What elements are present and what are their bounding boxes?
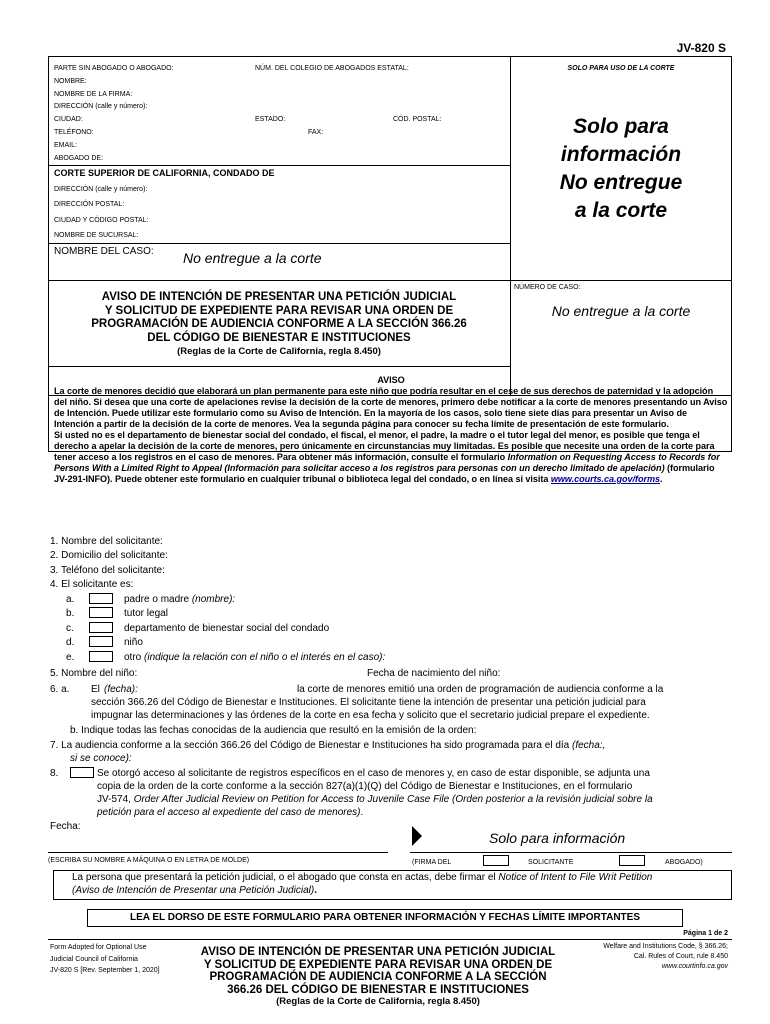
signature-solo[interactable]: Solo para información (489, 830, 626, 846)
court-title: CORTE SUPERIOR DE CALIFORNIA, CONDADO DE (54, 168, 275, 178)
case-number-label: NÚMERO DE CASO: (514, 284, 581, 291)
item-1: 1. Nombre del solicitante: (50, 536, 163, 547)
checkbox-sig-applicant[interactable] (483, 855, 509, 866)
item-6-line-3: impugnar las determinaciones y las órdenes de la corte en esa fecha y solicito que el secretario judicial prepare el expediente. (91, 710, 650, 721)
court-field: CIUDAD Y CÓDIGO POSTAL: (54, 217, 149, 224)
option-letter: e. (66, 652, 75, 663)
applicant-label: SOLICITANTE (528, 859, 574, 866)
option-county: departamento de bienestar social del condado (124, 623, 330, 634)
checkbox-sig-attorney[interactable] (619, 855, 645, 866)
checkbox-access[interactable] (70, 767, 94, 778)
party-field: NOMBRE DE LA FIRMA: (54, 91, 133, 98)
item-5: 5. Nombre del niño: (50, 668, 138, 679)
attorney-label: ABOGADO) (665, 859, 703, 866)
bar-number-label: NÚM. DEL COLEGIO DE ABOGADOS ESTATAL: (255, 65, 409, 72)
court-field: NOMBRE DE SUCURSAL: (54, 232, 139, 239)
option-child: niño (124, 637, 143, 648)
checkbox-guardian[interactable] (89, 607, 113, 618)
item-8: 8. (50, 768, 59, 779)
sign-note: La persona que presentará la petición judicial, o el abogado que consta en actas, debe firmar el Notice of Intent to File Writ Petition (Aviso de Intención de Presentar una Petición Judicial). (72, 872, 653, 896)
read-back-banner: LEA EL DORSO DE ESTE FORMULARIO PARA OBTENER INFORMACIÓN Y FECHAS LÍMITE IMPORTANTES (87, 909, 683, 927)
checkbox-other[interactable] (89, 651, 113, 662)
item-6-line-1: la corte de menores emitió una orden de programación de audiencia conforme a la (297, 684, 664, 695)
option-letter: b. (66, 608, 75, 619)
court-field: DIRECCIÓN POSTAL: (54, 201, 125, 208)
fax-label: FAX: (308, 129, 324, 136)
sign-arrow-icon (412, 826, 422, 846)
party-field: CIUDAD: (54, 116, 83, 123)
zip-label: CÓD. POSTAL: (393, 116, 442, 123)
date-label: Fecha: (50, 821, 81, 832)
item-8-line-4: petición para el acceso al expediente del caso de menores). (97, 807, 364, 818)
court-field: DIRECCIÓN (calle y número): (54, 186, 148, 193)
notice-para-1: La corte de menores decidió que elaborará un plan permanente para este niño que podría resultar en el cese de sus derechos de paternidad y la adopción del niño. Si desea que una corte de apelaciones revise la decisión de la corte de menores, primero debe notificar a la corte de menores presentando un Aviso de Intención. Puede utilizar este formulario como su Aviso de Intención. En la mayoría de los casos, solo tiene siete días para presentar un Aviso de Intención a partir de la decisión de la corte de menores. Vea la segunda página para conocer su fecha límite de presentación de este formulario. (54, 386, 728, 429)
item-6b: b. Indique todas las fechas conocidas de la audiencia que resultó en la emisión de la orden: (70, 725, 477, 736)
option-other: otro (indique la relación con el niño o el interés en el caso): (124, 652, 386, 663)
item-8-line-1: Se otorgó acceso al solicitante de registros específicos en el caso de menores y, en caso de estar disponible, se adjunta una (97, 768, 650, 779)
item-6-el: El (91, 684, 100, 695)
footer-title: AVISO DE INTENCIÓN DE PRESENTAR UNA PETICIÓN JUDICIAL Y SOLICITUD DE EXPEDIENTE PARA REVISAR UNA ORDEN DE PROGRAMACIÓN DE AUDIENCIA CONFORME A LA SECCIÓN 366.26 DEL CÓDIGO DE BIENESTAR E INSTITUCIONES (Reglas de la Corte de California, regla 8.450) (200, 946, 556, 1007)
state-label: ESTADO: (255, 116, 286, 123)
checkbox-county[interactable] (89, 622, 113, 633)
case-name-label: NOMBRE DEL CASO: (54, 246, 154, 257)
form-id: JV-820 S (676, 41, 726, 55)
party-field: PARTE SIN ABOGADO O ABOGADO: (54, 65, 174, 72)
option-letter: c. (66, 623, 74, 634)
option-parent: padre o madre (nombre): (124, 594, 236, 605)
item-3: 3. Teléfono del solicitante: (50, 565, 165, 576)
item-6-fecha: (fecha): (104, 684, 138, 695)
footer-right: Welfare and Institutions Code, § 366.26; Cal. Rules of Court, rule 8.450 www.courtinfo.ca.gov (603, 943, 728, 970)
case-name-value[interactable]: No entregue a la corte (183, 250, 322, 266)
item-7: 7. La audiencia conforme a la sección 366.26 del Código de Bienestar e Instituciones ha sido programada para el día (fecha:, (50, 740, 606, 751)
checkbox-parent[interactable] (89, 593, 113, 604)
option-letter: a. (66, 594, 75, 605)
party-field: ABOGADO DE: (54, 155, 104, 162)
court-use-label: SOLO PARA USO DE LA CORTE (567, 65, 675, 72)
notice-box (54, 375, 728, 485)
checkbox-child[interactable] (89, 636, 113, 647)
item-4: 4. El solicitante es: (50, 579, 134, 590)
party-field: DIRECCIÓN (calle y número): (54, 103, 148, 110)
form-title: AVISO DE INTENCIÓN DE PRESENTAR UNA PETICIÓN JUDICIAL Y SOLICITUD DE EXPEDIENTE PARA REVISAR UNA ORDEN DE PROGRAMACIÓN DE AUDIENCIA CONFORME A LA SECCIÓN 366.26 DEL CÓDIGO DE BIENESTAR E INSTITUCIONES (Reglas de la Corte de California, regla 8.450) (91, 291, 467, 357)
item-6-line-2: sección 366.26 del Código de Bienestar e Instituciones. El solicitante tiene la intención de presentar una petición judicial para (91, 697, 646, 708)
forms-link[interactable]: www.courts.ca.gov/forms (550, 474, 661, 484)
item-7-known: si se conoce): (70, 753, 132, 764)
footer-left: Form Adopted for Optional Use Judicial Council of California JV-820 S [Rev. September 1, 2020] (50, 944, 160, 974)
page-number: Página 1 de 2 (683, 930, 728, 937)
notice-para-2: Si usted no es el departamento de bienestar social del condado, el fiscal, el menor, el padre, la madre o el tutor legal del menor, es posible que tenga el derecho a apelar la decisión de la corte de menores, pero únicamente en circunstancias muy limitadas. Es posible que necesite una orden de la corte para tener acceso a los registros en el caso de menores. Para obtener más información, consulte el formulario Information on Requesting Access to Records for Persons With a Limited Right to Appeal (Información para solicitar acceso a los registros para personas con un derecho limitado de apelación) (formulario JV-291-INFO). Puede obtener este formulario en cualquier tribunal o biblioteca legal del condado, o en línea si visita www.courts.ca.gov/forms. (54, 430, 720, 484)
signature-label: (FIRMA DEL (412, 859, 452, 866)
party-field: TELÉFONO: (54, 129, 94, 136)
child-birthdate-label: Fecha de nacimiento del niño: (367, 668, 501, 679)
stamp-text: Solo para información No entregue a la corte (559, 115, 683, 222)
party-field: NOMBRE: (54, 78, 87, 85)
notice-heading: AVISO (377, 375, 405, 385)
typed-name-label: (ESCRIBA SU NOMBRE A MÁQUINA O EN LETRA DE MOLDE) (48, 857, 250, 864)
item-6: 6. a. (50, 684, 70, 695)
item-8-line-2: copia de la orden de la corte conforme a la sección 827(a)(1)(Q) del Código de Bienestar e Instituciones, en el formulario (97, 781, 633, 792)
item-8-line-3: JV-574, Order After Judicial Review on Petition for Access to Juvenile Case File (Orden posterior a la revisión judicial sobre la (97, 794, 653, 805)
option-letter: d. (66, 637, 75, 648)
item-2: 2. Domicilio del solicitante: (50, 550, 168, 561)
party-field: EMAIL: (54, 142, 77, 149)
option-guardian: tutor legal (124, 608, 168, 619)
case-number-value[interactable]: No entregue a la corte (551, 303, 691, 319)
